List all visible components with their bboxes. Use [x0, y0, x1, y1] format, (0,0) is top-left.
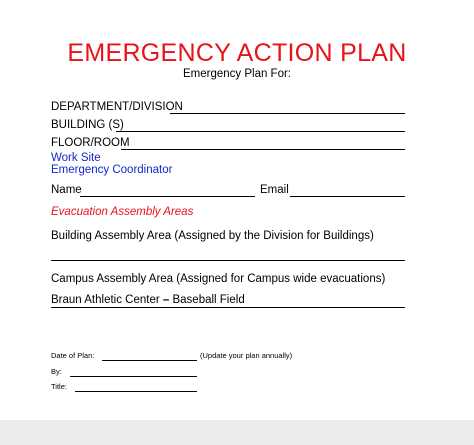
campus-value-part2: Baseball Field — [169, 294, 245, 306]
floor-line[interactable] — [121, 149, 405, 150]
evacuation-assembly-heading: Evacuation Assembly Areas — [51, 206, 194, 218]
campus-assembly-area-line[interactable] — [51, 307, 405, 308]
campus-value-dash: – — [162, 294, 170, 306]
email-label: Email — [260, 184, 289, 196]
date-of-plan-line[interactable] — [102, 360, 197, 361]
building-label: BUILDING (S) — [51, 119, 124, 131]
floor-label: FLOOR/ROOM — [51, 137, 130, 149]
building-assembly-area-line[interactable] — [51, 260, 405, 261]
emergency-coordinator-label: Emergency Coordinator — [51, 164, 173, 176]
campus-assembly-area-value — [51, 295, 245, 307]
work-site-label: Work Site — [51, 152, 101, 164]
name-line[interactable] — [80, 196, 255, 197]
email-line[interactable] — [290, 196, 405, 197]
title-label: Title: — [51, 382, 67, 391]
by-label: By: — [51, 367, 62, 376]
document-title: EMERGENCY ACTION PLAN — [67, 39, 407, 67]
department-line[interactable] — [170, 113, 405, 114]
building-assembly-area-label: Building Assembly Area (Assigned by the Division for Buildings) — [51, 230, 374, 242]
page-background-strip — [0, 420, 474, 445]
date-of-plan-label: Date of Plan: — [51, 351, 95, 360]
department-label: DEPARTMENT/DIVISION — [51, 101, 183, 113]
building-line[interactable] — [116, 131, 405, 132]
document-subtitle: Emergency Plan For: — [182, 68, 291, 80]
title-line[interactable] — [75, 391, 197, 392]
by-line[interactable] — [70, 376, 197, 377]
campus-value-part1: Braun Athletic Center — [51, 294, 163, 306]
name-label: Name — [51, 184, 82, 196]
campus-assembly-area-label: Campus Assembly Area (Assigned for Campus wide evacuations) — [51, 273, 386, 285]
date-note: (Update your plan annually) — [200, 351, 293, 360]
